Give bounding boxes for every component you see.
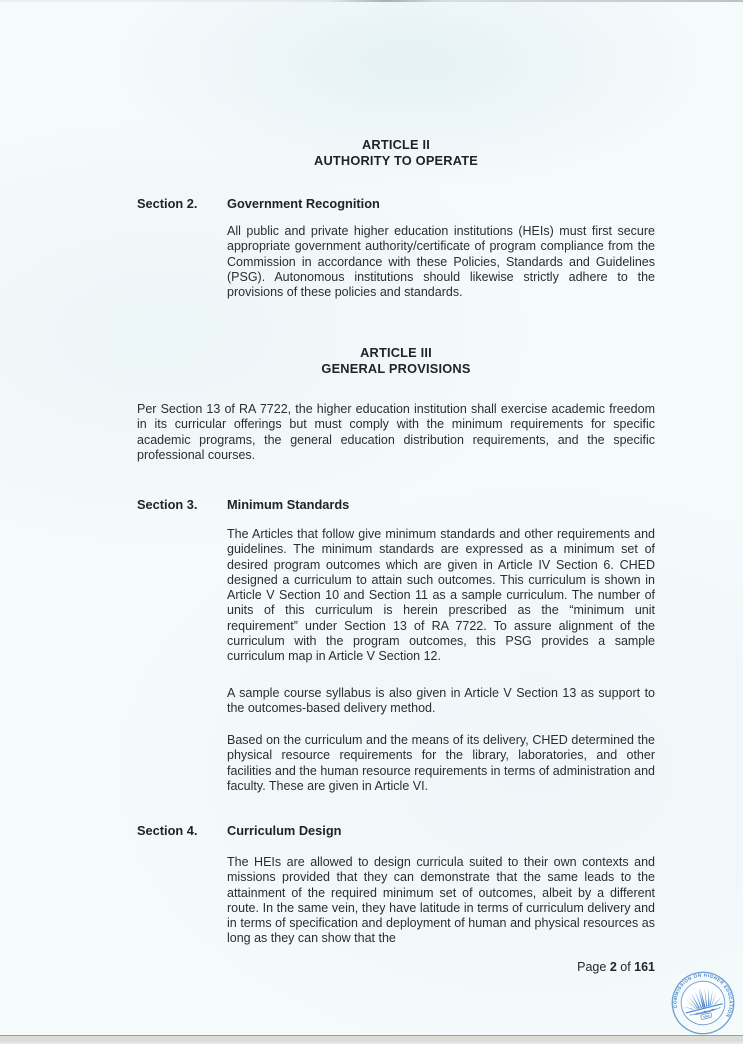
section-4-title: Curriculum Design — [227, 823, 342, 838]
section-2-paragraph: All public and private higher education institutions (HEIs) must first secure appropriate government authority/certificate of program compliance from the Commission in accordance with these Policies, Standards and Guidelines (PSG). Autonomous institutions should likewise strictly adhere to the provisions of these policies and standards. — [227, 224, 655, 299]
section-3-paragraph-3: Based on the curriculum and the means of its delivery, CHED determined the physical resource requirements for the library, laboratories, and other facilities and the human resource requirements in terms of administration and faculty. These are given in Article VI. — [227, 733, 655, 793]
total-pages: 161 — [634, 960, 655, 974]
section-2-heading — [137, 196, 655, 212]
article-ii-subtitle: AUTHORITY TO OPERATE — [314, 152, 478, 168]
section-3-title: Minimum Standards — [227, 497, 350, 512]
section-4-paragraph: The HEIs are allowed to design curricula suited to their own contexts and missions provided that they can demonstrate that the same leads to the attainment of the required minimum set of outcomes, albeit by a different route. In the same vein, they have latitude in terms of curriculum delivery and in terms of specification and deployment of human and physical resources as long as they can show that the — [227, 855, 655, 946]
section-2-label: Section 2. — [137, 196, 198, 211]
ched-seal-icon — [660, 962, 743, 1043]
section-3-paragraph-1: The Articles that follow give minimum standards and other requirements and guidelines. The minimum standards are expressed as a minimum set of desired program outcomes which are given in Article IV Section 6. CHED designed a curriculum to attain such outcomes. This curriculum is shown in Article V Section 10 and Section 11 as a sample curriculum. The number of units of this curriculum is herein prescribed as the “minimum unit requirement” under Section 13 of RA 7722. To assure alignment of the curriculum with the program outcomes, this PSG provides a sample curriculum map in Article V Section 12. — [227, 527, 655, 663]
text-block — [137, 0, 655, 1042]
section-4-label: Section 4. — [137, 823, 198, 838]
seal-ring-text: COMMISSION ON HIGHER EDUCATION — [672, 972, 734, 1019]
section-3-label: Section 3. — [137, 497, 198, 512]
section-4-heading — [137, 823, 655, 839]
of-label: of — [616, 960, 635, 974]
section-3-paragraph-2: A sample course syllabus is also given in Article V Section 13 as support to the outcomes-based delivery method. — [227, 686, 655, 716]
article-ii-heading — [137, 137, 655, 168]
scan-bottom-edge — [0, 1035, 743, 1042]
seal-year-text: 1994 — [702, 1013, 711, 1020]
page-label: Page — [577, 960, 610, 974]
article-iii-title: ARTICLE III — [360, 345, 432, 360]
section-2-title: Government Recognition — [227, 196, 380, 211]
article-iii-subtitle: GENERAL PROVISIONS — [321, 360, 471, 376]
section-3-heading — [137, 497, 655, 513]
article-iii-intro-paragraph: Per Section 13 of RA 7722, the higher education institution shall exercise academic freedom in its curricular offerings but must comply with the minimum requirements for specific academic programs, the general education distribution requirements, and the specific professional courses. — [137, 402, 655, 462]
article-iii-heading — [137, 345, 655, 376]
page-number: 2 — [609, 960, 617, 974]
page-number-footer — [577, 960, 655, 974]
article-ii-title: ARTICLE II — [361, 137, 431, 152]
